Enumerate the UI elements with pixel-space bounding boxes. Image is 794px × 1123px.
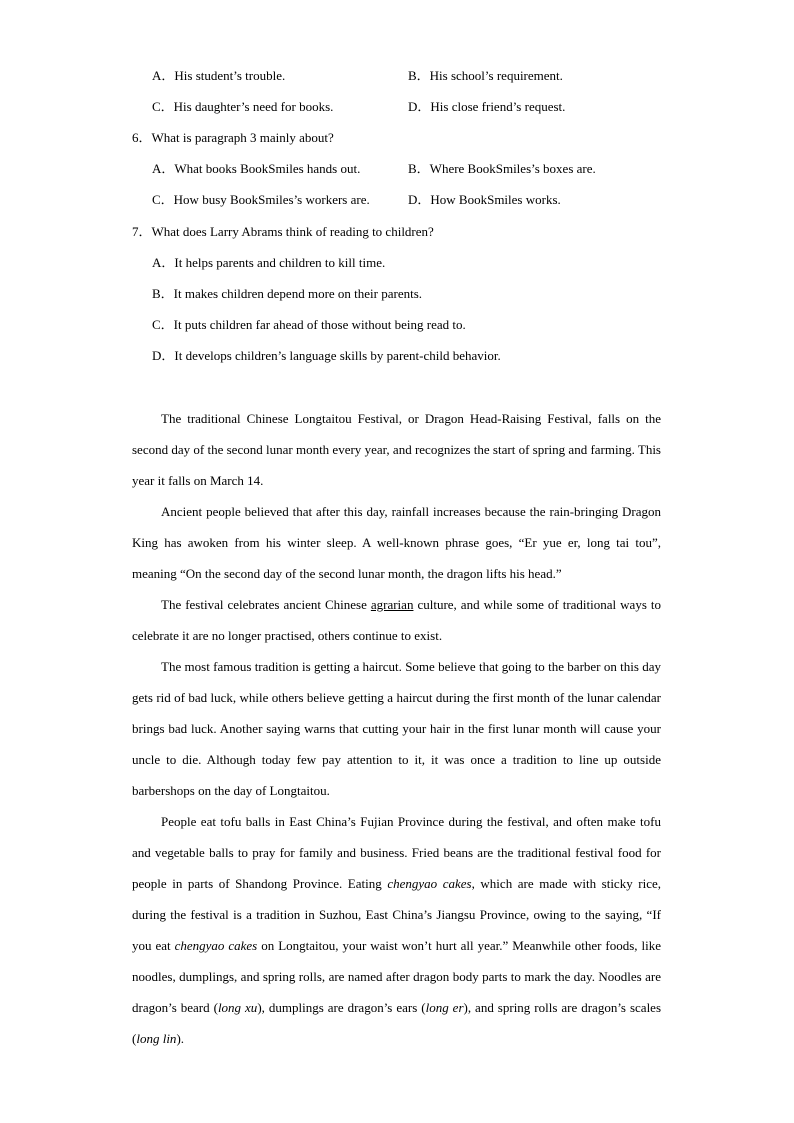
q6-option-d: D．How BookSmiles works.: [408, 192, 561, 207]
q7-stem: 7．What does Larry Abrams think of reading to children?: [132, 224, 434, 239]
q7-option-b-row: [0, 284, 794, 304]
paragraph-5-text-4: ), dumplings are dragon’s ears (: [257, 1000, 426, 1015]
q7-option-a: A．It helps parents and children to kill time.: [152, 255, 386, 270]
q7-option-d-row: [0, 346, 794, 366]
italic-long-er: long er: [425, 1000, 464, 1015]
passage-paragraph-4: The most famous tradition is getting a haircut. Some believe that going to the barber on this day gets rid of bad luck, while others believe getting a haircut during the first month of the lunar calendar brings bad luck. Another saying warns that cutting your hair in the first lunar month will cause your uncle to die. Although today few pay attention to it, it was once a tradition to line up outside barbershops on the day of Longtaitou.: [132, 659, 661, 798]
italic-chengyao-cakes-2: chengyao cakes: [174, 938, 258, 953]
q5-option-b: B．His school’s requirement.: [408, 68, 563, 83]
paragraph-5-text-6: ).: [176, 1031, 185, 1046]
q6-options-row-2: [0, 190, 794, 210]
q6-stem: 6．What is paragraph 3 mainly about?: [132, 130, 334, 145]
q7-option-c-row: [0, 315, 794, 335]
underlined-word-agrarian: agrarian: [370, 597, 414, 612]
passage-paragraph-1: The traditional Chinese Longtaitou Festival, or Dragon Head-Raising Festival, falls on the second day of the second lunar month every year, and recognizes the start of spring and farming. This year it falls on March 14.: [132, 411, 661, 488]
paragraph-3-text-a: The festival celebrates ancient Chinese: [161, 597, 371, 612]
q7-option-b: B．It makes children depend more on their parents.: [152, 286, 423, 301]
italic-chengyao-cakes-1: chengyao cakes: [387, 876, 472, 891]
q7-option-c: C．It puts children far ahead of those without being read to.: [152, 317, 466, 332]
paragraph-3-text-b: culture, and while some of traditional ways to celebrate it are no longer practised, others continue to exist.: [132, 597, 661, 643]
q6-option-b: B．Where BookSmiles’s boxes are.: [408, 161, 596, 176]
q6-option-a: A．What books BookSmiles hands out.: [152, 161, 361, 176]
q5-options-row-2: [0, 97, 794, 117]
q5-option-c: C．His daughter’s need for books.: [152, 99, 334, 114]
q7-option-a-row: [0, 253, 794, 273]
q7-option-d: D．It develops children’s language skills by parent-child behavior.: [152, 348, 501, 363]
passage-paragraph-3: [132, 589, 661, 651]
italic-long-xu: long xu: [217, 1000, 258, 1015]
paragraph-5-text-2: , which are made with sticky rice, during the festival is a tradition in Suzhou, East China’s Jiangsu Province, owing to the saying, “If you eat: [132, 876, 662, 953]
q6-option-c: C．How busy BookSmiles’s workers are.: [152, 192, 370, 207]
q5-option-d: D．His close friend’s request.: [408, 99, 566, 114]
italic-long-lin: long lin: [136, 1031, 177, 1046]
paragraph-5-text-3: on Longtaitou, your waist won’t hurt all year.” Meanwhile other foods, like noodles, dumplings, and spring rolls, are named after dragon body parts to mark the day. Noodles are dragon’s beard (: [132, 938, 661, 1015]
q7-stem-row: [0, 222, 794, 242]
q6-stem-row: [0, 128, 794, 148]
q6-options-row-1: [0, 159, 794, 179]
paragraph-5-text-5: ), and spring rolls are dragon’s scales (: [132, 1000, 662, 1046]
passage-paragraph-5: [132, 806, 661, 1054]
q5-option-a: A．His student’s trouble.: [152, 68, 286, 83]
q5-options-row-1: [0, 66, 794, 86]
paragraph-5-text-1: People eat tofu balls in East China’s Fujian Province during the festival, and often make tofu and vegetable balls to pray for family and business. Fried beans are the traditional festival food for people in parts of Shandong Province. Eating: [132, 814, 661, 891]
passage-paragraph-2: Ancient people believed that after this day, rainfall increases because the rain-bringing Dragon King has awoken from his winter sleep. A well-known phrase goes, “Er yue er, long tai tou”, meaning “On the second day of the second lunar month, the dragon lifts his head.”: [132, 504, 661, 581]
reading-passage: [132, 403, 661, 1054]
